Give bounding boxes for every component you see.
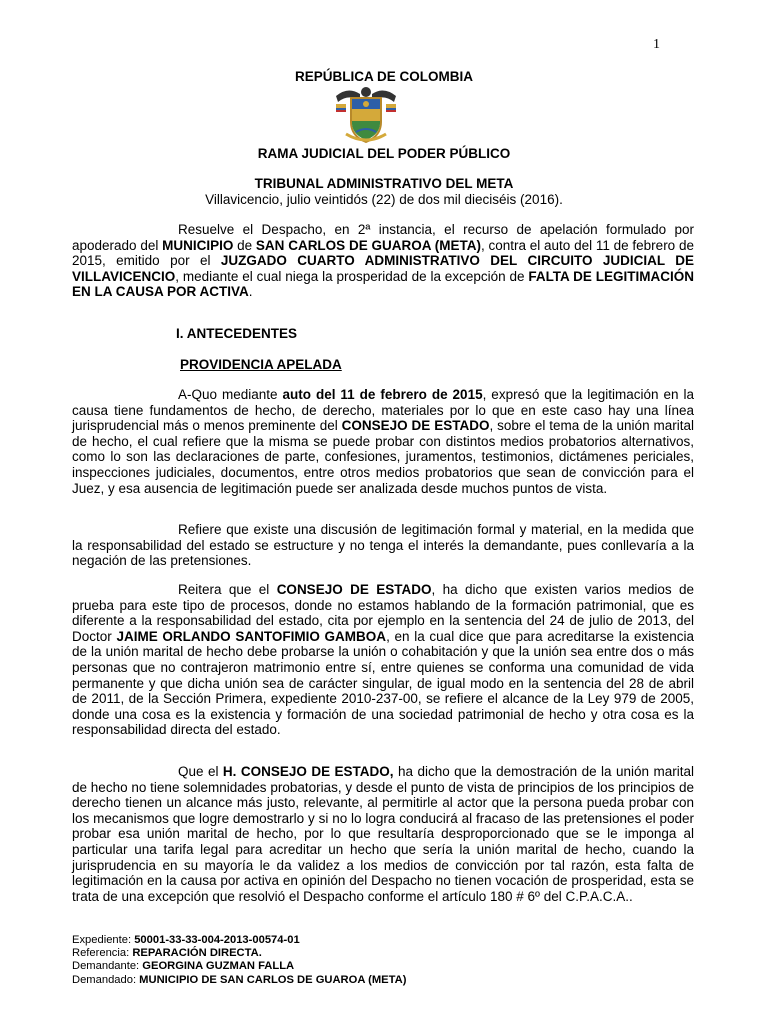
header-republic: REPÚBLICA DE COLOMBIA xyxy=(295,69,473,84)
intro-bold-falta: FALTA DE LEGITIMACIÓN EN LA CAUSA POR ACTIVA xyxy=(72,268,694,300)
case-footer xyxy=(72,934,406,987)
p1-text-2: , expresó que la legitimación en la causa tiene fundamentos de hecho, de derecho, materiales por lo que en este caso hay una línea jurisprudencial más o menos preminente del xyxy=(72,387,694,434)
header-court: TRIBUNAL ADMINISTRATIVO DEL META xyxy=(254,176,514,191)
intro-text-4: , mediante el cual niega la prosperidad de la excepción de xyxy=(175,268,529,284)
intro-text-3: , contra el auto del 11 de febrero de 2015, emitido por el xyxy=(72,237,694,269)
page-number: 1 xyxy=(653,37,660,52)
intro-bold-san-carlos: SAN CARLOS DE GUAROA (META) xyxy=(255,237,481,253)
intro-text-1: Resuelve el Despacho, en 2ª instancia, el recurso de apelación formulado por apoderado del xyxy=(72,222,694,253)
footer-demandado-value: MUNICIPIO DE SAN CARLOS DE GUAROA (META) xyxy=(139,973,407,986)
p1-bold-consejo: CONSEJO DE ESTADO xyxy=(341,418,490,434)
paragraph-auto xyxy=(72,387,694,496)
p2-text-1: Refiere que existe una discusión de legitimación formal y material, en la medida que la responsabilidad del estado se estructure y no tenga el interés la demandante, pues conllevaría a la negación de las pretensiones. xyxy=(72,522,694,569)
p1-text-3: , sobre el tema de la unión marital de hecho, el cual refiere que la misma se puede probar con distintos medios probatorios alternativos, como lo son las declaraciones de parte, confesiones, juramentos, testimonios, dictámenes periciales, inspecciones judiciales, documentos, entre otros medios probatorios que sean de convicción para el Juez, y esa ausencia de legitimación puede ser analizada desde muchos puntos de vista. xyxy=(72,418,694,496)
intro-paragraph xyxy=(72,222,694,300)
footer-demandado-label: Demandado: xyxy=(72,973,140,986)
footer-demandante-value: GEORGINA GUZMAN FALLA xyxy=(142,960,295,973)
footer-referencia-value: REPARACIÓN DIRECTA. xyxy=(132,947,262,960)
footer-demandado xyxy=(72,974,406,987)
footer-referencia xyxy=(72,947,406,960)
p4-text-2: ha dicho que la demostración de la unión marital de hecho no tiene solemnidades probatorias, y desde el punto de vista de principios de los principios de derecho tienen un alcance más justo, relevante, al permitirle al actor que la persona pueda probar con los mecanismos que logre demostrarlo y si no lo logra conducirá al fracaso de las pretensiones el poder probar esa unión marital de hecho, por lo que resultaría desproporcionado que se le imponga al particular una tarifa legal para acreditar un hecho que sería la unión marital de hecho, cuando la jurisprudencia en su mayoría le da validez a los medios de convicción por tal razón, esta falta de legitimación en la causa por activa en opinión del Despacho no tienen vocación de prosperidad, esta se trata de una excepción que resolvió el Despacho conforme el artículo 180 # 6º del C.P.A.C.A.. xyxy=(72,764,694,904)
p4-text-1: Que el xyxy=(178,764,223,779)
p3-bold-doctor: JAIME ORLANDO SANTOFIMIO GAMBOA xyxy=(116,628,387,644)
footer-demandante-label: Demandante: xyxy=(72,960,143,973)
coat-of-arms-icon xyxy=(334,84,398,144)
intro-bold-municipio: MUNICIPIO xyxy=(162,237,234,253)
paragraph-reitera xyxy=(72,582,694,738)
intro-text-5: . xyxy=(248,284,253,300)
subsection-title: PROVIDENCIA APELADA xyxy=(180,357,342,372)
p3-text-2: , ha dicho que existen varios medios de prueba para este tipo de procesos, donde no estamos hablando de la formación patrimonial, que es diferente a la responsabilidad del estado, cita por ejemplo en la sentencia del 24 de julio de 2013, del Doctor xyxy=(72,582,694,644)
header-place-date: Villavicencio, julio veintidós (22) de dos mil dieciséis (2016). xyxy=(205,192,563,207)
p3-text-1: Reitera que el xyxy=(178,582,277,597)
footer-expediente xyxy=(72,934,406,947)
p4-bold-consejo: H. CONSEJO DE ESTADO, xyxy=(222,764,394,779)
footer-referencia-label: Referencia: xyxy=(72,947,133,960)
paragraph-refiere xyxy=(72,522,694,569)
paragraph-que-el xyxy=(72,764,694,904)
p1-bold-auto: auto del 11 de febrero de 2015 xyxy=(282,387,483,402)
footer-expediente-label: Expediente: xyxy=(72,934,135,946)
header-branch: RAMA JUDICIAL DEL PODER PÚBLICO xyxy=(257,146,511,161)
p1-text-1: A-Quo mediante xyxy=(178,387,283,402)
intro-bold-juzgado: JUZGADO CUARTO ADMINISTRATIVO DEL CIRCUITO JUDICIAL DE VILLAVICENCIO xyxy=(72,253,694,284)
section-title: I. ANTECEDENTES xyxy=(176,326,298,341)
p3-text-3: , en la cual dice que para acreditarse la existencia de la unión marital de hecho debe probarse la unión o cohabitación y que la unión sea entre dos o más personas que no contrajeron matrimonio entre sí, entre quienes se conforma una comunidad de vida permanente y que dicha unión sea de carácter singular, de igual modo en la sentencia del 28 de abril de 2011, de la Sección Primera, expediente 2010-237-00, se refiere el alcance de la Ley 979 de 2005, donde una cosa es la existencia y formación de una sociedad patrimonial de hecho y otra cosa es la responsabilidad directa del estado. xyxy=(72,628,694,738)
intro-text-2: de xyxy=(233,237,256,253)
footer-demandante xyxy=(72,960,406,973)
p3-bold-consejo: CONSEJO DE ESTADO xyxy=(276,582,432,597)
footer-expediente-value: 50001-33-33-004-2013-00574-01 xyxy=(134,934,300,946)
